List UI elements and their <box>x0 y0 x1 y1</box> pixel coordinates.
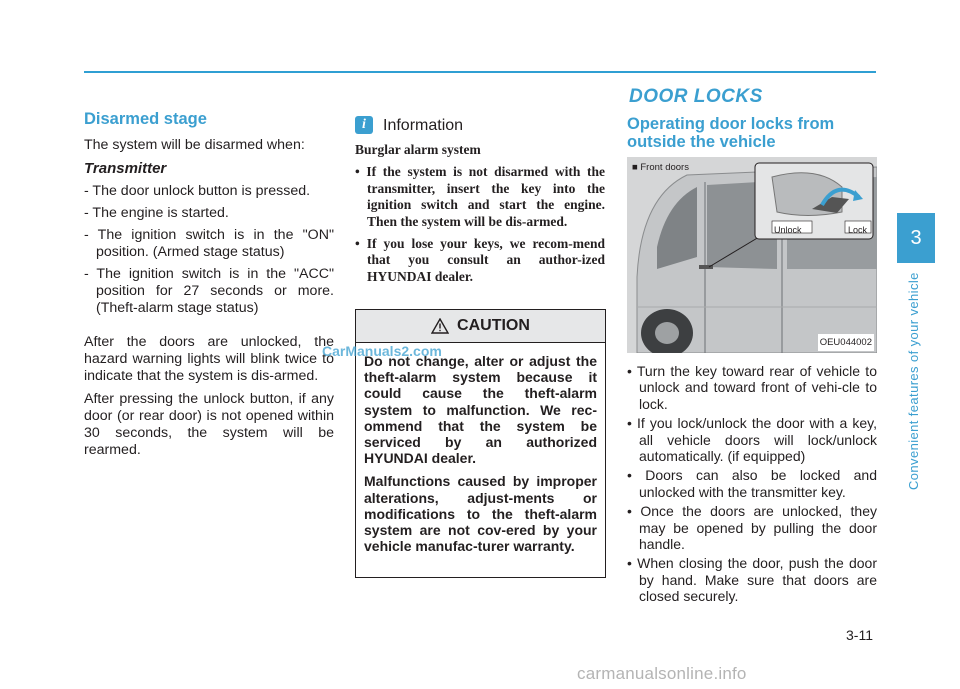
watermark: CarManuals2.com <box>322 343 442 359</box>
info-icon: i <box>355 116 373 134</box>
caution-body <box>356 343 605 554</box>
information-header <box>355 116 605 134</box>
paragraph: After pressing the unlock button, if any door (or rear door) is not opened within 30 seconds, the system will be rearmed. <box>84 391 334 458</box>
door-locks-section <box>627 88 877 608</box>
list-item: • Doors can also be locked and unlocked with the transmitter key. <box>627 467 877 500</box>
chapter-title: DOOR LOCKS <box>629 86 763 107</box>
information-box <box>355 116 605 291</box>
caution-paragraph: Malfunctions caused by improper alterations, adjust-ments or modifications to the theft-alarm system are not cov-ered by your vehicle manufac-turer warranty. <box>364 473 597 555</box>
list-item: - The door unlock button is pressed. <box>84 183 311 199</box>
list-item: • If the system is not disarmed with the transmitter, insert the key into the ignition switch and start the engine. Then the system will be dis-armed. <box>355 164 605 229</box>
section-title: Disarmed stage <box>84 110 207 128</box>
list-item: • Turn the key toward rear of vehicle to unlock and toward front of vehi-cle to lock. <box>627 363 877 412</box>
list-item: • Once the doors are unlocked, they may be opened by pulling the door handle. <box>627 503 877 553</box>
disarmed-section <box>84 110 334 465</box>
caution-paragraph: Do not change, alter or adjust the theft-alarm system because it could cause the theft-alarm system to malfunction. We rec-ommend that the system be serviced by an authorized HYUNDAI dealer. <box>364 353 597 467</box>
figure-label: ■ Front doors <box>632 162 689 173</box>
chapter-side-text: Convenient features of your vehicle <box>906 272 921 490</box>
figure-code: OEU044002 <box>818 334 874 351</box>
door-lock-figure <box>627 157 877 353</box>
information-subtitle: Burglar alarm system <box>355 142 481 157</box>
list-item: - The ignition switch is in the "ACC" position for 27 seconds or more. (Theft-alarm stage status) <box>84 266 334 316</box>
section-title: Operating door locks from outside the vehicle <box>627 115 835 151</box>
list-item: • If you lose your keys, we recom-mend that you consult an author-ized HYUNDAI dealer. <box>355 236 605 284</box>
list-item: - The engine is started. <box>84 205 229 221</box>
door-locks-list <box>627 363 877 605</box>
information-title: Information <box>383 116 464 134</box>
page-number: 3-11 <box>846 627 873 643</box>
list-item: - The ignition switch is in the "ON" position. (Armed stage status) <box>84 227 334 260</box>
footer-watermark: carmanualsonline.info <box>577 664 747 683</box>
chapter-side-label <box>902 262 930 492</box>
van-illustration <box>627 157 877 353</box>
caution-title: CAUTION <box>457 317 530 334</box>
intro-text: The system will be disarmed when: <box>84 137 305 153</box>
caution-header <box>356 310 605 343</box>
transmitter-heading: Transmitter <box>84 160 167 177</box>
warning-triangle-icon <box>431 318 449 334</box>
header-rule <box>84 71 876 73</box>
list-item: • If you lock/unlock the door with a key, all vehicle doors will lock/unlock automatically. (if equipped) <box>627 415 877 465</box>
lock-label: Lock <box>848 225 868 235</box>
paragraph: After the doors are unlocked, the hazard warning lights will blink twice to indicate that the system is dis-armed. <box>84 334 334 384</box>
chapter-tab: 3 <box>897 213 935 263</box>
list-item: • When closing the door, push the door by hand. Make sure that doors are closed securely. <box>627 555 877 605</box>
unlock-label: Unlock <box>774 225 802 235</box>
